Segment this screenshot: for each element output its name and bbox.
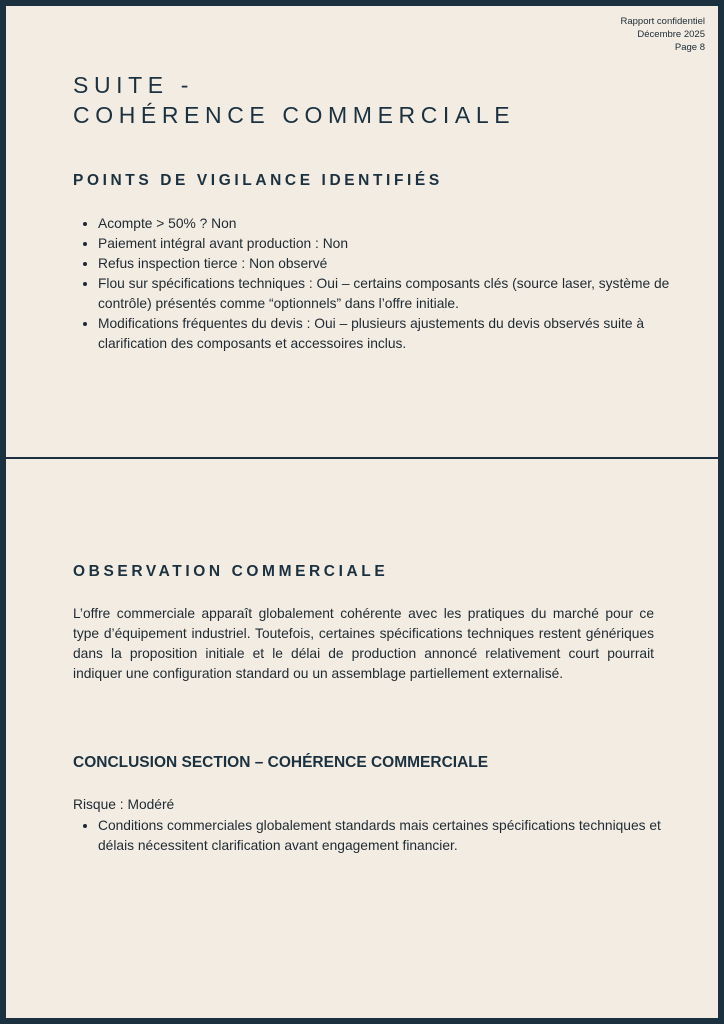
- list-item: • Modifications fréquentes du devis : Oui – plusieurs ajustements du devis observés suite à clarification des composants et accessoires inclus.: [98, 314, 688, 354]
- list-item: • Conditions commerciales globalement standards mais certaines spécifications techniques et délais nécessitent clarification avant engagement financier.: [98, 816, 688, 856]
- page-number: Page 8: [674, 42, 705, 53]
- observation-heading: OBSERVATION COMMERCIALE: [73, 563, 389, 580]
- title-line-2: COHÉRENCE COMMERCIALE: [73, 102, 516, 128]
- list-item: • Flou sur spécifications techniques : Oui – certains composants clés (source laser, système de contrôle) présentés comme “optionnels” dans l’offre initiale.: [98, 274, 688, 314]
- observation-text: L’offre commerciale apparaît globalement cohérente avec les pratiques du marché pour ce type d’équipement industriel. Toutefois, certaines spécifications techniques restent génériques dans la proposition initiale et le délai de production annoncé relativement court pourrait indiquer une configuration standard ou un assemblage partiellement externalisé.: [73, 606, 654, 681]
- vigilance-heading: POINTS DE VIGILANCE IDENTIFIÉS: [73, 172, 443, 189]
- section-divider: [6, 457, 718, 459]
- header-meta: [621, 15, 706, 54]
- report-date: Décembre 2025: [637, 29, 705, 40]
- conclusion-list: [73, 816, 688, 856]
- list-item: • Paiement intégral avant production : Non: [98, 234, 688, 254]
- title-line-1: SUITE -: [73, 72, 194, 98]
- page-title: [73, 70, 515, 130]
- list-item: • Acompte > 50% ? Non: [98, 214, 688, 234]
- list-item: • Refus inspection tierce : Non observé: [98, 254, 688, 274]
- vigilance-list: [73, 214, 688, 354]
- conclusion-heading: CONCLUSION SECTION – COHÉRENCE COMMERCIALE: [73, 754, 489, 771]
- report-label: Rapport confidentiel: [620, 16, 705, 27]
- risk-level: Risque : Modéré: [73, 797, 175, 812]
- document-page: [6, 6, 718, 1018]
